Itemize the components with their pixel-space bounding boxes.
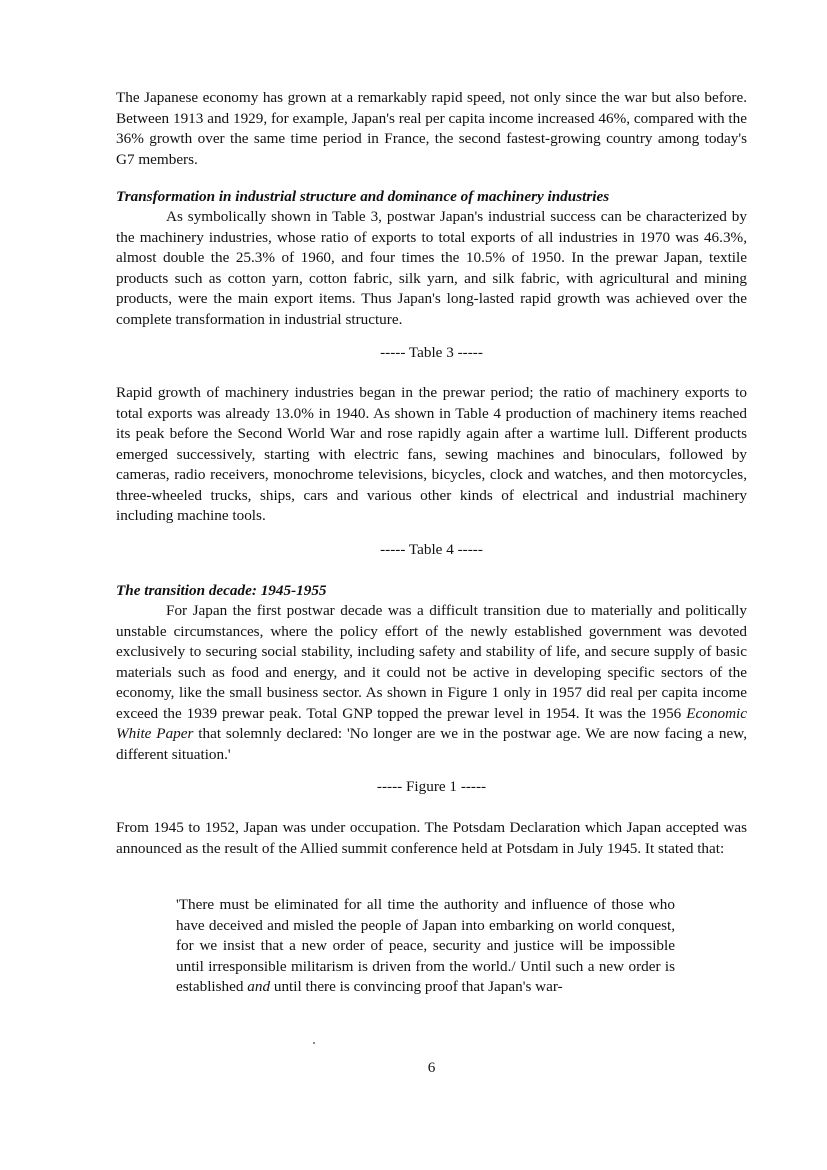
transition-decade-paragraph — [116, 601, 747, 765]
occupation-paragraph: From 1945 to 1952, Japan was under occupation. The Potsdam Declaration which Japan accepted was announced as the result of the Allied summit conference held at Potsdam in July 1945. It stated that: — [116, 819, 747, 857]
section-heading-transformation: Transformation in industrial structure and dominance of machinery industries — [116, 188, 610, 205]
transformation-paragraph: As symbolically shown in Table 3, postwar Japan's industrial success can be characterized by the machinery industries, whose ratio of exports to total exports of all industries in 1970 was 46.3%, almost double the 25.3% of 1960, and four times the 10.5% of 1950. In the prewar Japan, textile products such as cotton yarn, cotton fabric, silk yarn, and silk fabric, with agricultural and mining products, were the main export items. Thus Japan's long-lasted rapid growth was achieved over the complete transformation in industrial structure. — [116, 208, 747, 328]
quote-italic-and: and — [247, 978, 271, 995]
scan-speck — [313, 1042, 315, 1044]
table-4-placeholder: ----- Table 4 ----- — [380, 541, 483, 558]
economic-white-paper-title: Economic White Paper — [116, 704, 747, 742]
potsdam-quote — [176, 895, 675, 998]
machinery-growth-paragraph: Rapid growth of machinery industries began in the prewar period; the ratio of machinery exports to total exports was already 13.0% in 1940. As shown in Table 4 production of machinery items reached its peak before the Second World War and rose rapidly again after a wartime lull. Different products emerged successively, starting with electric fans, sewing machines and binoculars, followed by cameras, radio receivers, monochrome televisions, bicycles, clock and watches, and then motorcycles, three-wheeled trucks, ships, cars and various other kinds of electrical and industrial machinery including machine tools. — [116, 384, 747, 524]
quote-text-part-2: until there is convincing proof that Japan's war- — [270, 978, 563, 995]
figure-1-placeholder: ----- Figure 1 ----- — [376, 778, 487, 795]
transition-text-part-1: For Japan the first postwar decade was a difficult transition due to materially and politically unstable circumstances, where the policy effort of the newly established government was devoted exclusively to securing social stability, including safety and stability of life, and secure supply of basic materials such as food and energy, and it could not be active in developing specific sectors of the economy, like the small business sector. As shown in Figure 1 only in 1957 did real per capita income exceed the 1939 prewar peak. Total GNP topped the prewar level in 1954. It was the 1956 — [116, 602, 747, 722]
quote-text-part-1: 'There must be eliminated for all time the authority and influence of those who have deceived and misled the people of Japan into embarking on world conquest, for we insist that a new order of peace, security and justice will be impossible until irresponsible militarism is driven from the world./ Until such a new order is established — [176, 896, 675, 995]
table-3-placeholder: ----- Table 3 ----- — [380, 344, 483, 361]
section-heading-transition-decade: The transition decade: 1945-1955 — [116, 582, 327, 599]
page-number: 6 — [427, 1059, 436, 1076]
transition-text-part-2: that solemnly declared: 'No longer are we in the postwar age. We are now facing a new, different situation.' — [116, 725, 748, 763]
intro-paragraph: The Japanese economy has grown at a remarkably rapid speed, not only since the war but also before. Between 1913 and 1929, for example, Japan's real per capita income increased 46%, compared with the 36% growth over the same time period in France, the second fastest-growing country among today's G7 members. — [116, 89, 747, 168]
